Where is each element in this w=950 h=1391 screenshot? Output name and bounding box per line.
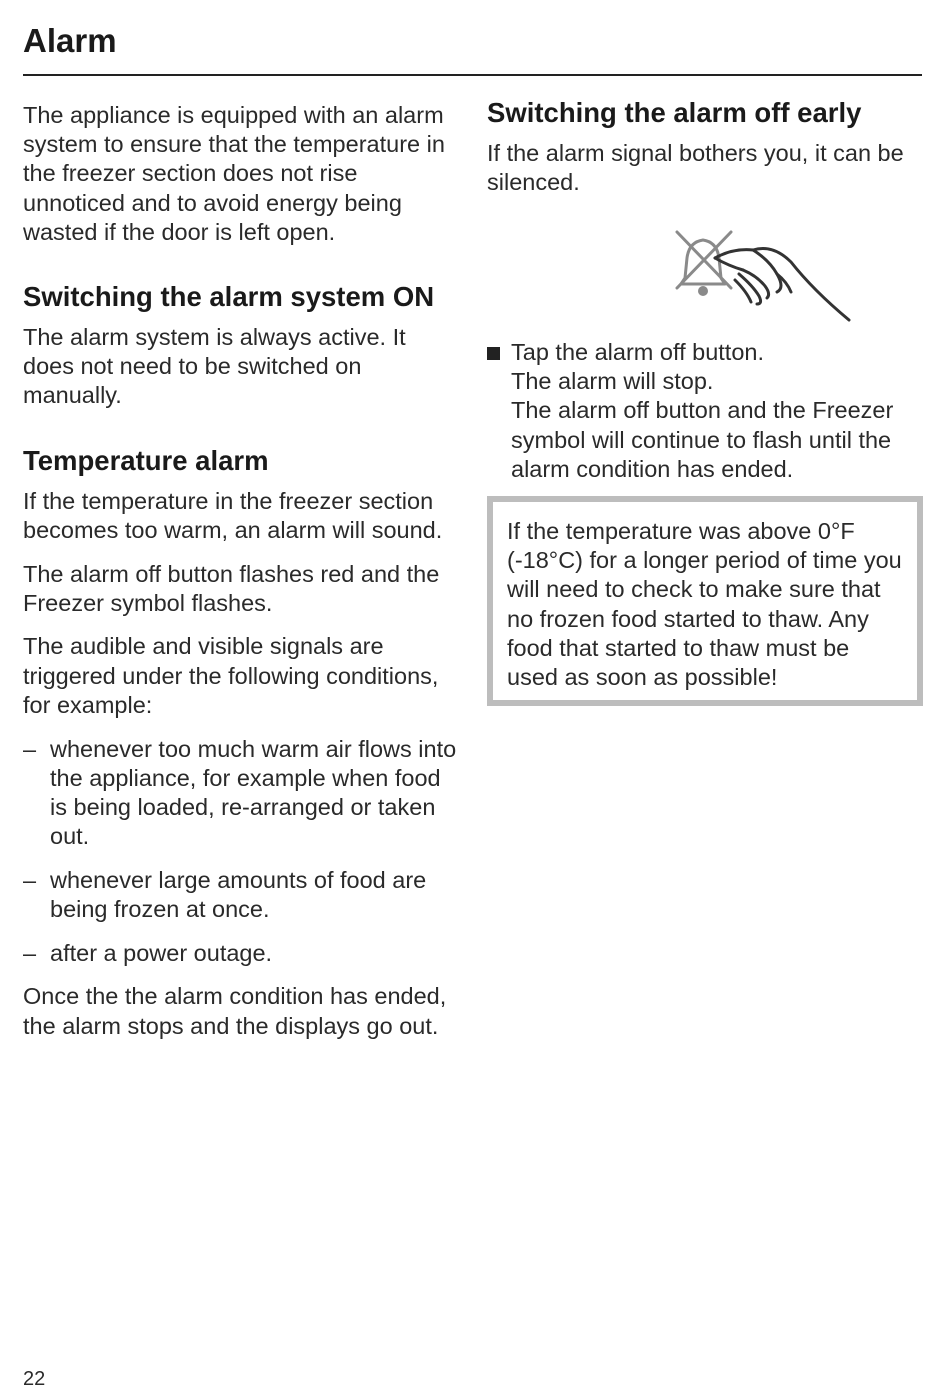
list-item (23, 735, 463, 852)
switch-off-early-heading: Switching the alarm off early (487, 97, 862, 128)
title-divider (23, 74, 922, 76)
page-number: 22 (23, 1368, 46, 1390)
list-item (23, 866, 463, 924)
switch-on-paragraph: The alarm system is always active. It does not need to be switched on manually. (23, 324, 406, 409)
step-line-3: The alarm off button and the Freezer symbol will continue to flash until the alarm condition has ended. (511, 397, 894, 482)
dash-bullet: – (23, 735, 37, 762)
right-column (487, 96, 923, 706)
step-bullet (487, 347, 500, 360)
list-item-text: whenever large amounts of food are being frozen at once. (50, 866, 427, 923)
left-column (23, 101, 463, 1055)
warning-note-box (487, 496, 923, 706)
warning-note-text: If the temperature was above 0°F (-18°C) for a longer period of time you will need to check to make sure that no frozen food started to thaw. Any food that started to thaw must be used as soon as possible! (507, 517, 902, 690)
intro-paragraph: The appliance is equipped with an alarm system to ensure that the temperature in the freezer section does not rise unnoticed and to avoid energy being wasted if the door is left open. (23, 102, 445, 245)
temperature-alarm-paragraph-2: The alarm off button flashes red and the Freezer symbol flashes. (23, 560, 440, 616)
temperature-alarm-paragraph-1: If the temperature in the freezer section becomes too warm, an alarm will sound. (23, 487, 443, 543)
list-item-text: after a power outage. (50, 939, 273, 966)
dash-bullet: – (23, 866, 37, 893)
step-line-1: Tap the alarm off button. (511, 338, 765, 365)
list-item-text: whenever too much warm air flows into the appliance, for example when food is being loaded, re-arranged or taken out. (50, 735, 457, 850)
temperature-alarm-paragraph-3: The audible and visible signals are triggered under the following conditions, for example: (23, 633, 439, 718)
alarm-off-illustration (487, 212, 923, 324)
temperature-alarm-heading: Temperature alarm (23, 444, 269, 476)
step-line-2: The alarm will stop. (511, 368, 714, 395)
alarm-off-tap-icon (673, 230, 853, 322)
switch-off-early-paragraph: If the alarm signal bothers you, it can be silenced. (487, 140, 904, 196)
instruction-step (487, 338, 923, 484)
dash-bullet: – (23, 939, 37, 966)
list-item (23, 939, 463, 968)
page-title: Alarm (23, 22, 117, 59)
switch-on-heading: Switching the alarm system ON (23, 281, 435, 313)
temperature-alarm-paragraph-4: Once the the alarm condition has ended, the alarm stops and the displays go out. (23, 983, 447, 1039)
